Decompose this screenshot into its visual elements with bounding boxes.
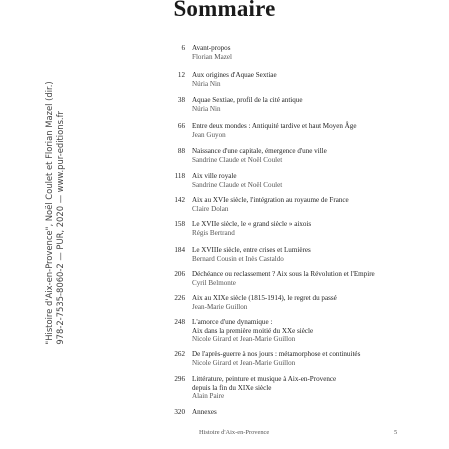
toc-title-line: Le XVIIe siècle, le « grand siècle » aixois: [192, 220, 312, 228]
toc-page-number: 118: [174, 172, 185, 180]
toc-title-line: Entre deux mondes : Antiquité tardive et haut Moyen Âge: [192, 122, 357, 130]
toc-authors: Sandrine Claude et Noël Coulet: [192, 180, 283, 189]
toc-page-number: 158: [174, 220, 185, 228]
toc-authors: Florian Mazel: [192, 52, 232, 61]
toc-page-number: 262: [174, 350, 185, 358]
side-note-line-2: 978-2-7535-8060-2 — PUR, 2020 — www.pur-editions.fr: [55, 111, 65, 345]
page-title: Sommaire: [173, 0, 276, 21]
side-note-line-1: "Histoire d'Aix-en-Provence", Noël Coulet et Florian Mazel (dir.): [44, 81, 54, 345]
toc-page-number: 226: [174, 294, 185, 302]
toc-title-line: Avant-propos: [192, 44, 231, 52]
toc-page-number: 206: [174, 270, 185, 278]
toc-authors: Bernard Cousin et Inès Castaldo: [192, 254, 284, 263]
toc-page-number: 66: [177, 122, 185, 130]
toc-authors: Régis Bertrand: [192, 228, 235, 237]
toc-title-line: Aix au XVIe siècle, l'intégration au royaume de France: [192, 196, 349, 204]
toc-authors: Nicole Girard et Jean-Marie Guillon: [192, 358, 296, 367]
toc-authors: Sandrine Claude et Noël Coulet: [192, 155, 283, 164]
footer-book-title: Histoire d'Aix-en-Provence: [199, 429, 270, 436]
toc-page-number: 12: [177, 71, 185, 79]
toc-title-line: Aquae Sextiae, profil de la cité antique: [192, 96, 303, 104]
toc-title-line: Aix ville royale: [192, 172, 237, 180]
toc-authors: Cyril Belmonte: [192, 278, 236, 287]
toc-authors: Claire Dolan: [192, 204, 229, 213]
toc-title-line: Déchéance ou reclassement ? Aix sous la Révolution et l'Empire: [192, 270, 375, 278]
page-footer: [0, 429, 449, 439]
toc-title-line: Aux origines d'Aquae Sextiae: [192, 71, 277, 79]
toc-title-line: Littérature, peinture et musique à Aix-en-Provence: [192, 375, 337, 383]
toc-page-number: 6: [181, 44, 185, 52]
toc-title-line: De l'après-guerre à nos jours : métamorphose et continuités: [192, 350, 361, 358]
page-number: 5: [394, 429, 398, 436]
toc-authors: Núria Nin: [192, 104, 221, 113]
toc-title-line: Aix dans la première moitié du XXe siècle: [192, 326, 314, 335]
toc-title-line: Annexes: [192, 408, 217, 416]
toc-title-line: Le XVIIIe siècle, entre crises et Lumières: [192, 246, 311, 254]
toc-title-line: L'amorce d'une dynamique :: [192, 318, 273, 326]
toc-authors: Nicole Girard et Jean-Marie Guillon: [192, 335, 296, 344]
toc-title-line: Aix au XIXe siècle (1815-1914), le regret du passé: [192, 294, 337, 302]
toc-title-line: Naissance d'une capitale, émergence d'une ville: [192, 147, 327, 155]
toc-title-line: depuis la fin du XIXe siècle: [192, 383, 272, 392]
toc-authors: Alain Paire: [192, 392, 225, 401]
toc-page-number: 296: [174, 375, 185, 383]
toc-authors: Núria Nin: [192, 79, 221, 88]
toc-page-number: 320: [174, 408, 185, 416]
toc-authors: Jean-Marie Guillon: [192, 302, 248, 311]
toc-page-number: 38: [177, 96, 185, 104]
toc-page-number: 184: [174, 246, 185, 254]
toc-page-number: 248: [174, 318, 185, 326]
toc-authors: Jean Guyon: [192, 130, 226, 139]
toc-page-number: 142: [174, 196, 185, 204]
table-of-contents: [140, 0, 440, 449]
toc-page-number: 88: [177, 147, 185, 155]
